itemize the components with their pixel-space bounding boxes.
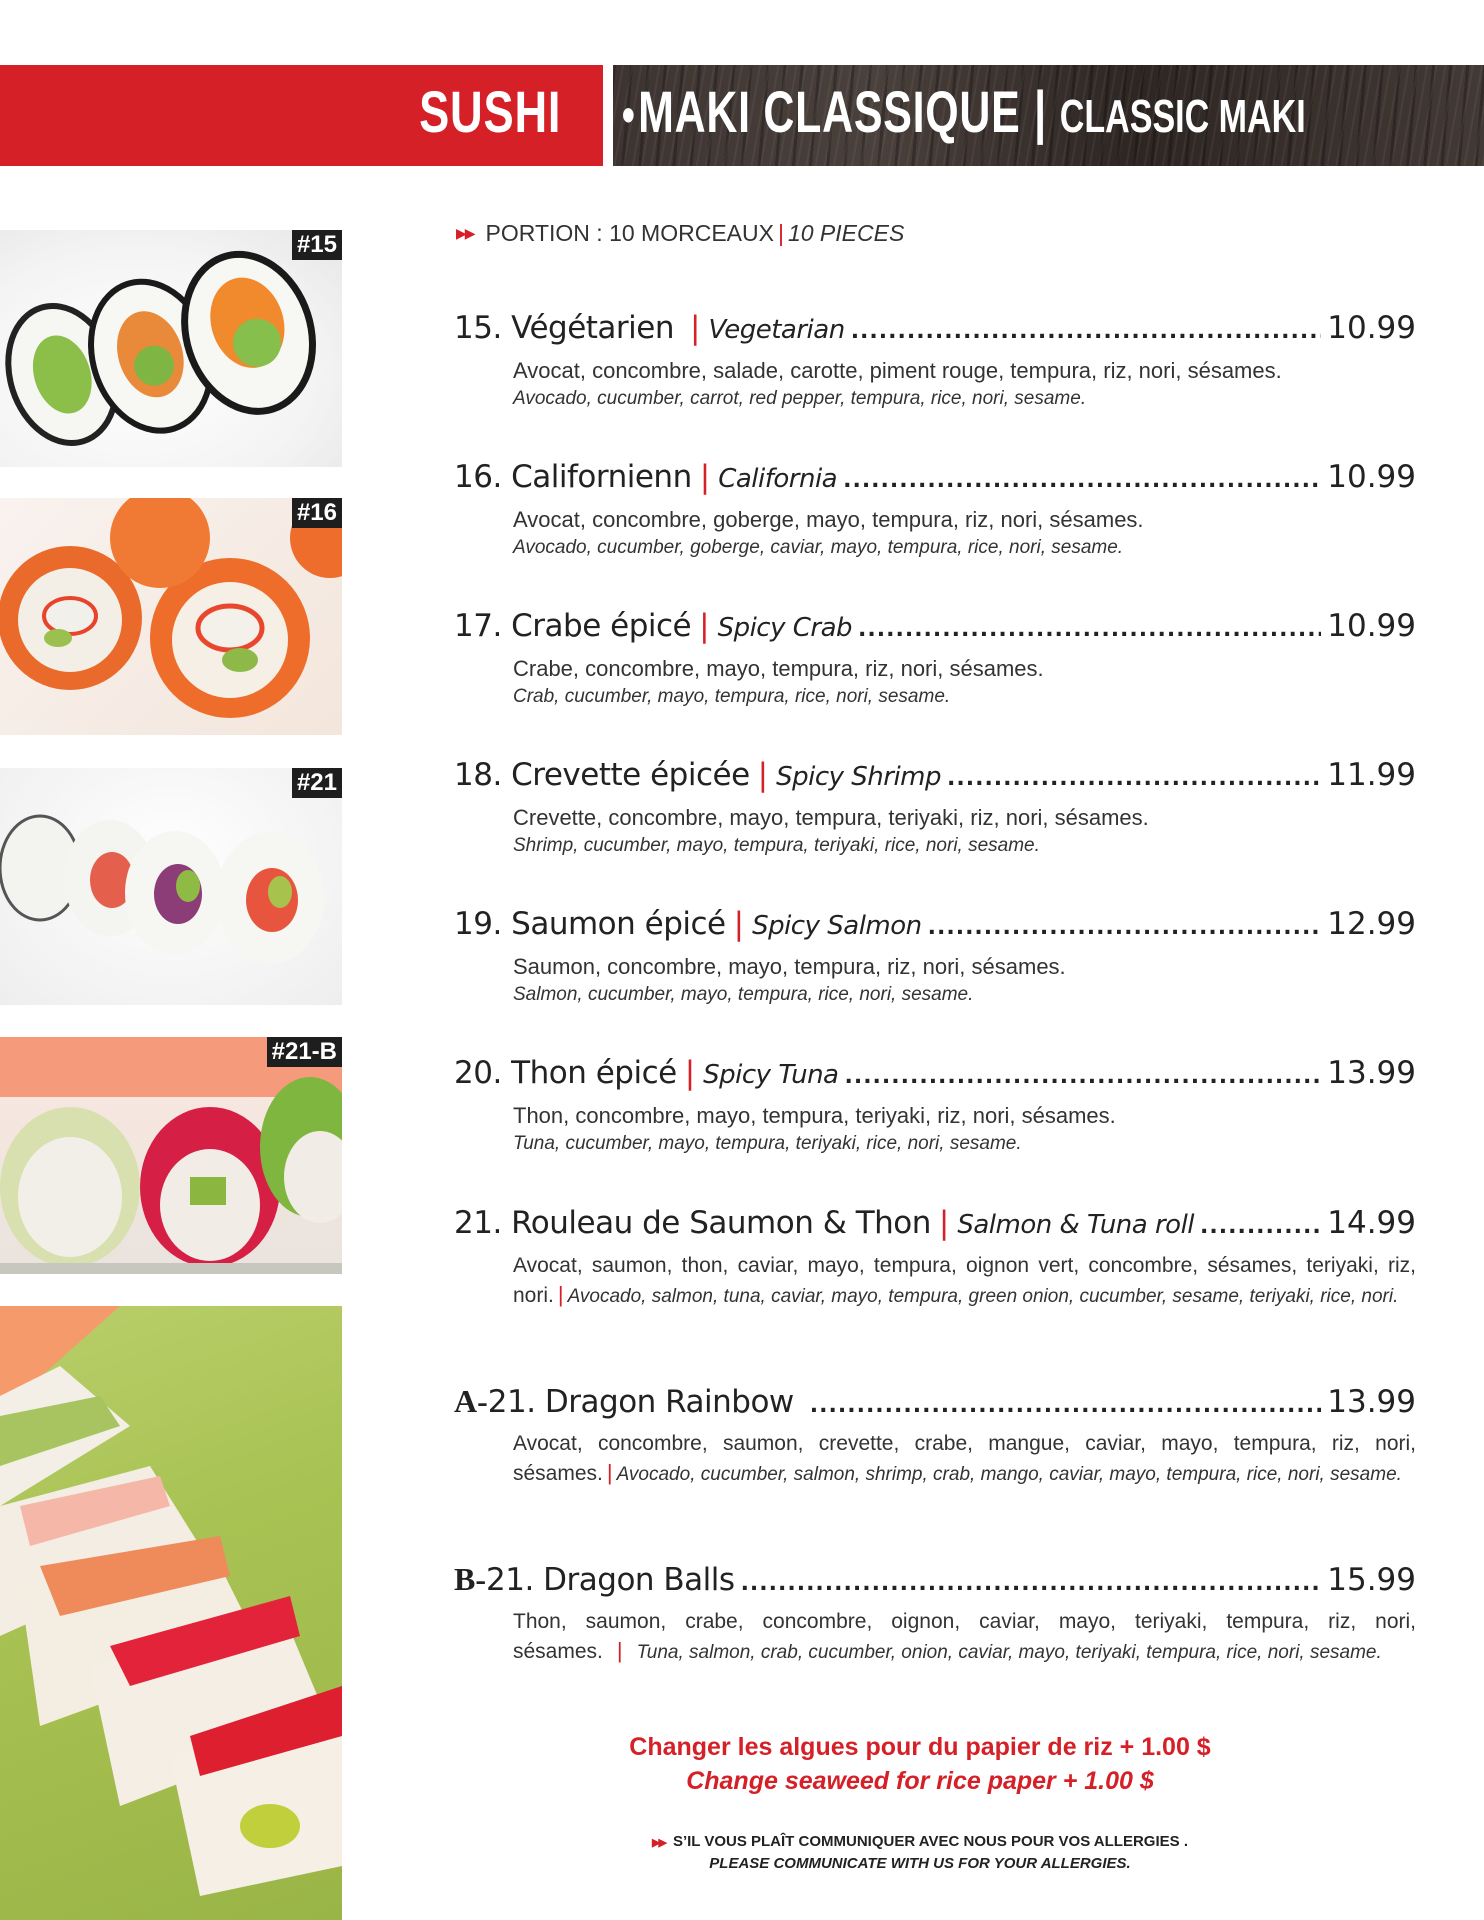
menu-item-name xyxy=(454,1383,794,1420)
photo-tag: #21 xyxy=(292,768,342,798)
menu-item-15 xyxy=(454,310,1416,411)
description-en: Avocado, cucumber, carrot, red pepper, tempura, rice, nori, sesame. xyxy=(513,388,1087,409)
header-title xyxy=(613,79,1306,146)
header-category-banner xyxy=(0,65,603,166)
name-separator: | xyxy=(733,906,745,942)
description-en: Avocado, cucumber, goberge, caviar, mayo, tempura, rice, nori, sesame. xyxy=(513,537,1124,558)
description-fr: Crevette, concombre, mayo, tempura, teriyaki, riz, nori, sésames. xyxy=(513,805,1149,830)
menu-item-name: 15. Végétarien xyxy=(454,310,675,346)
header-title-fr: MAKI CLASSIQUE xyxy=(638,80,1021,145)
menu-item-name: 19. Saumon épicé xyxy=(454,906,726,942)
menu-item-18 xyxy=(454,757,1416,858)
description-fr: Avocat, saumon, thon, caviar, mayo, tempura, oignon vert, concombre, sésames, teriyaki, riz, nori. xyxy=(513,1254,1416,1307)
menu-item-description xyxy=(513,505,1416,560)
header-bullet: • xyxy=(621,87,635,143)
leader-dots xyxy=(1200,1214,1321,1239)
header-separator: | xyxy=(1034,80,1047,145)
menu-item-b21 xyxy=(454,1561,1416,1667)
menu-item-name: 17. Crabe épicé xyxy=(454,608,692,644)
menu-item-16 xyxy=(454,459,1416,560)
menu-item-price: 13.99 xyxy=(1327,1055,1416,1091)
leader-dots xyxy=(928,915,1322,940)
description-separator: | xyxy=(616,1638,623,1663)
leader-dots xyxy=(741,1571,1322,1596)
description-en: Salmon, cucumber, mayo, tempura, rice, nori, sesame. xyxy=(513,984,974,1005)
arrow-icon: ▶▶ xyxy=(652,1837,665,1849)
allergy-note-fr xyxy=(560,1833,1280,1850)
sushi-roll-image xyxy=(0,230,342,467)
name-separator: | xyxy=(684,1055,696,1091)
description-fr: Crabe, concombre, mayo, tempura, riz, nori, sésames. xyxy=(513,656,1044,681)
photo-maki-21 xyxy=(0,768,342,1005)
description-en: Crab, cucumber, mayo, tempura, rice, nori, sesame. xyxy=(513,686,951,707)
description-fr: Avocat, concombre, goberge, mayo, tempura, riz, nori, sésames. xyxy=(513,507,1144,532)
menu-item-20 xyxy=(454,1055,1416,1156)
menu-item-description xyxy=(513,1607,1416,1667)
sushi-roll-image xyxy=(0,1037,342,1274)
photo-maki-15 xyxy=(0,230,342,467)
menu-item-price: 13.99 xyxy=(1327,1384,1416,1420)
photo-tag: #15 xyxy=(292,230,342,260)
leader-dots xyxy=(810,1393,1321,1418)
menu-item-name: 18. Crevette épicée xyxy=(454,757,750,793)
description-fr: Saumon, concombre, mayo, tempura, riz, nori, sésames. xyxy=(513,954,1066,979)
photo-tag: #21-B xyxy=(267,1037,342,1067)
menu-item-header xyxy=(454,906,1416,948)
menu-item-name-en: Spicy Crab xyxy=(717,613,853,643)
leader-dots xyxy=(858,617,1321,642)
name-separator: | xyxy=(690,310,701,346)
menu-item-price: 11.99 xyxy=(1327,757,1416,793)
description-en: Tuna, cucumber, mayo, tempura, teriyaki, rice, nori, sesame. xyxy=(513,1133,1022,1154)
photo-dragon-rolls xyxy=(0,1306,342,1920)
menu-item-header xyxy=(454,1055,1416,1097)
photo-maki-16 xyxy=(0,498,342,735)
sushi-roll-image xyxy=(0,498,342,735)
menu-item-price: 12.99 xyxy=(1327,906,1416,942)
photo-maki-21b xyxy=(0,1037,342,1274)
leader-dots xyxy=(844,1064,1321,1089)
menu-item-header xyxy=(454,310,1416,352)
portion-separator: | xyxy=(777,220,784,246)
menu-item-name-text: 21. Dragon Balls xyxy=(486,1562,735,1598)
menu-item-name-en: Spicy Tuna xyxy=(703,1060,839,1090)
menu-item-price: 10.99 xyxy=(1327,459,1416,495)
header-category: SUSHI xyxy=(418,80,561,145)
menu-item-19 xyxy=(454,906,1416,1007)
menu-item-description xyxy=(513,952,1416,1007)
arrow-icon: ▶▶ xyxy=(456,225,474,241)
menu-item-name: 16. Californienn xyxy=(454,459,692,495)
menu-item-name-en: California xyxy=(718,464,838,494)
portion-info xyxy=(456,220,904,247)
allergy-note-en: PLEASE COMMUNICATE WITH US FOR YOUR ALLERGIES. xyxy=(709,1855,1131,1872)
menu-item-description xyxy=(513,1251,1416,1311)
menu-item-description xyxy=(513,356,1416,411)
menu-item-name-en: Spicy Shrimp xyxy=(776,762,942,792)
name-separator: | xyxy=(699,608,710,644)
sushi-roll-image xyxy=(0,768,342,1005)
name-separator: | xyxy=(699,459,711,495)
leader-dots xyxy=(947,766,1321,791)
menu-item-a21 xyxy=(454,1383,1416,1489)
description-fr: Thon, saumon, crabe, concombre, oignon, caviar, mayo, teriyaki, tempura, riz, nori, sésames. xyxy=(513,1610,1416,1663)
description-en: Avocado, cucumber, salmon, shrimp, crab, mango, caviar, mayo, tempura, rice, nori, sesame. xyxy=(616,1464,1402,1485)
menu-item-description xyxy=(513,1429,1416,1489)
menu-item-price: 14.99 xyxy=(1327,1205,1416,1241)
description-fr: Avocat, concombre, saumon, crevette, crabe, mangue, caviar, mayo, tempura, riz, nori, sésames. xyxy=(513,1432,1416,1485)
header-title-banner xyxy=(613,65,1484,166)
menu-item-name-text: 21. Dragon Rainbow xyxy=(487,1384,794,1420)
menu-item-name: 20. Thon épicé xyxy=(454,1055,677,1091)
description-separator: | xyxy=(557,1282,564,1307)
menu-item-description xyxy=(513,803,1416,858)
menu-item-prefix: B- xyxy=(454,1561,486,1597)
rice-paper-note-fr: Changer les algues pour du papier de riz + 1.00 $ xyxy=(629,1733,1211,1761)
description-fr: Thon, concombre, mayo, tempura, teriyaki, riz, nori, sésames. xyxy=(513,1103,1116,1128)
description-en: Avocado, salmon, tuna, caviar, mayo, tempura, green onion, cucumber, sesame, teriyaki, rice, nori. xyxy=(567,1286,1399,1307)
menu-item-price: 10.99 xyxy=(1327,608,1416,644)
name-separator: | xyxy=(938,1205,950,1241)
leader-dots xyxy=(851,319,1322,344)
menu-item-header xyxy=(454,1383,1416,1425)
menu-item-header xyxy=(454,459,1416,501)
name-separator: | xyxy=(757,757,769,793)
menu-item-name-en: Salmon & Tuna roll xyxy=(957,1210,1195,1240)
portion-label-en: 10 PIECES xyxy=(787,220,905,246)
photo-tag: #16 xyxy=(292,498,342,528)
menu-item-name xyxy=(454,1561,735,1598)
allergy-text-fr: S’IL VOUS PLAÎT COMMUNIQUER AVEC NOUS POUR VOS ALLERGIES . xyxy=(672,1833,1188,1850)
menu-item-header xyxy=(454,608,1416,650)
menu-item-name: 21. Rouleau de Saumon & Thon xyxy=(454,1205,931,1241)
menu-item-name-en: Vegetarian xyxy=(708,315,845,345)
menu-item-prefix: A- xyxy=(454,1383,488,1419)
menu-item-price: 15.99 xyxy=(1327,1562,1416,1598)
description-en: Shrimp, cucumber, mayo, tempura, teriyaki, rice, nori, sesame. xyxy=(513,835,1040,856)
sushi-roll-image xyxy=(0,1306,342,1920)
description-fr: Avocat, concombre, salade, carotte, piment rouge, tempura, riz, nori, sésames. xyxy=(513,358,1282,383)
menu-item-header xyxy=(454,757,1416,799)
rice-paper-note-en: Change seaweed for rice paper + 1.00 $ xyxy=(686,1767,1154,1795)
header-title-en: CLASSIC MAKI xyxy=(1059,90,1306,142)
menu-item-price: 10.99 xyxy=(1327,310,1416,346)
menu-item-name-en: Spicy Salmon xyxy=(752,911,922,941)
portion-label-fr: PORTION : 10 MORCEAUX xyxy=(485,220,774,246)
leader-dots xyxy=(843,468,1321,493)
menu-item-header xyxy=(454,1561,1416,1603)
menu-item-header xyxy=(454,1205,1416,1247)
menu-item-description xyxy=(513,654,1416,709)
description-en: Tuna, salmon, crab, cucumber, onion, caviar, mayo, teriyaki, tempura, rice, nori, sesame. xyxy=(636,1642,1382,1663)
menu-item-17 xyxy=(454,608,1416,709)
menu-item-21 xyxy=(454,1205,1416,1311)
menu-item-description xyxy=(513,1101,1416,1156)
description-separator: | xyxy=(606,1460,613,1485)
